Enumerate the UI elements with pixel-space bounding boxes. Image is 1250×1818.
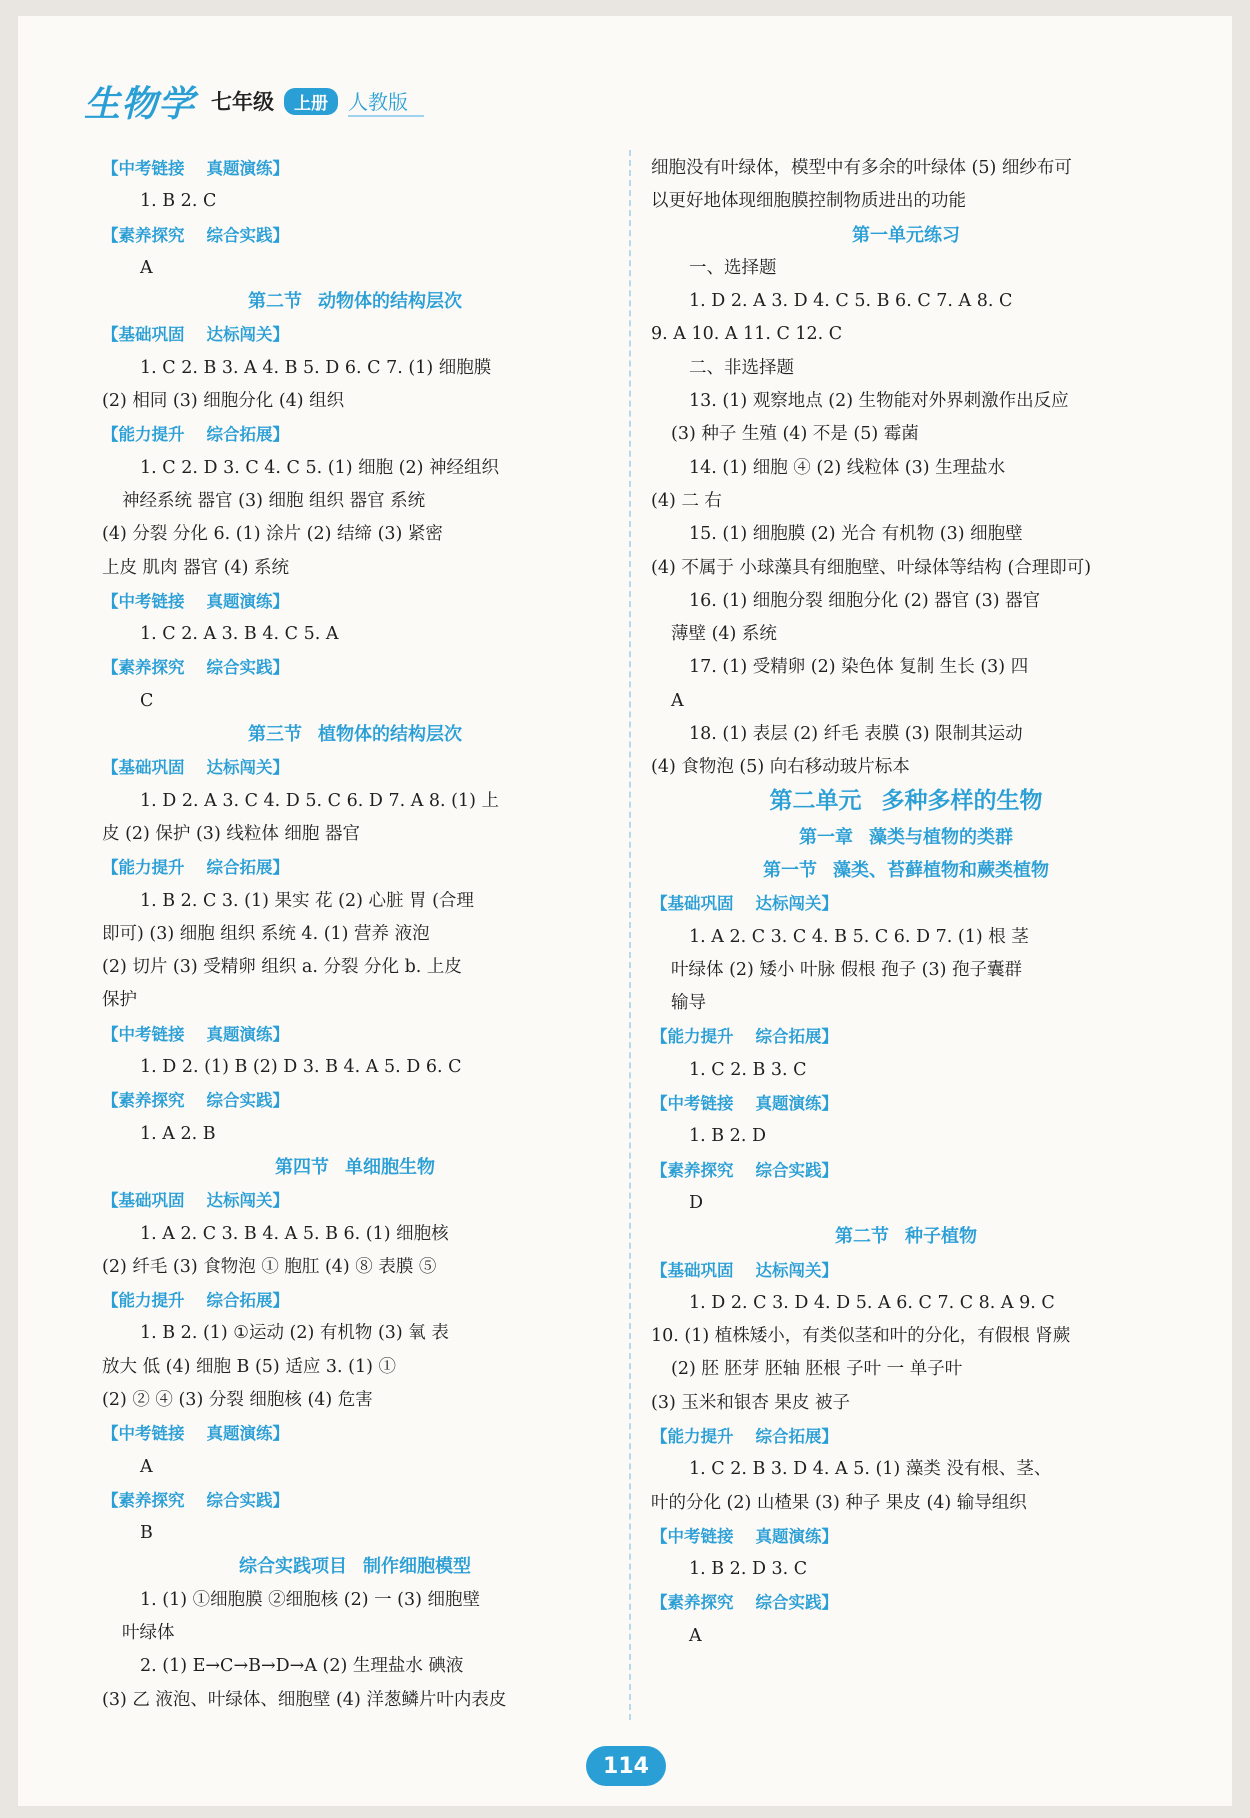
- page-number: 114: [586, 1746, 666, 1786]
- answer-line: (4) 不属于 小球藻具有细胞壁、叶绿体等结构 (合理即可): [651, 557, 1092, 578]
- answer-line: 1. B 2. D 3. C: [689, 1559, 808, 1580]
- page-header: [84, 76, 424, 126]
- left-column: [102, 152, 608, 1717]
- answer-line: (4) 食物泡 (5) 向右移动玻片标本: [651, 757, 910, 778]
- edition-label: 人教版: [348, 86, 424, 117]
- section-heading: 第一单元练习: [852, 224, 960, 246]
- answer-line: 16. (1) 细胞分裂 细胞分化 (2) 器官 (3) 器官: [689, 590, 1041, 611]
- answer-line: 输导: [671, 993, 706, 1014]
- answer-line: 薄壁 (4) 系统: [671, 624, 777, 645]
- answer-line: A: [140, 257, 153, 278]
- section-tag: 【素养探究 综合实践】: [651, 1160, 838, 1180]
- section-tag: 【能力提升 综合拓展】: [102, 1291, 289, 1311]
- answer-line: 15. (1) 细胞膜 (2) 光合 有机物 (3) 细胞壁: [689, 524, 1023, 545]
- section-heading: 第三节 植物体的结构层次: [248, 724, 462, 746]
- answer-line: 9. A 10. A 11. C 12. C: [651, 324, 843, 345]
- answer-line: 皮 (2) 保护 (3) 线粒体 细胞 器官: [102, 823, 360, 844]
- answer-line: 细胞没有叶绿体，模型中有多余的叶绿体 (5) 细纱布可: [651, 158, 1072, 178]
- section-tag: 【能力提升 综合拓展】: [651, 1027, 838, 1047]
- answer-line: A: [671, 690, 684, 711]
- answer-line: A: [689, 1625, 702, 1646]
- answer-line: 13. (1) 观察地点 (2) 生物能对外界刺激作出反应: [689, 391, 1069, 412]
- answer-line: 1. C 2. B 3. A 4. B 5. D 6. C 7. (1) 细胞膜: [140, 357, 492, 378]
- section-tag: 【中考链接 真题演练】: [102, 1424, 289, 1444]
- answer-line: 1. B 2. C: [140, 191, 217, 212]
- answer-line: 上皮 肌肉 器官 (4) 系统: [102, 557, 290, 578]
- section-tag: 【素养探究 综合实践】: [102, 1091, 289, 1111]
- answer-line: C: [140, 690, 154, 711]
- answer-line: A: [140, 1456, 153, 1477]
- answer-line: 叶绿体: [122, 1623, 175, 1644]
- answer-line: D: [689, 1192, 704, 1213]
- section-tag: 【素养探究 综合实践】: [651, 1593, 838, 1613]
- answer-line: 14. (1) 细胞 ④ (2) 线粒体 (3) 生理盐水: [689, 457, 1006, 478]
- answer-line: 1. C 2. A 3. B 4. C 5. A: [140, 624, 339, 645]
- answer-line: 即可) (3) 细胞 组织 系统 4. (1) 营养 液泡: [102, 923, 430, 944]
- section-heading: 第二节 动物体的结构层次: [248, 291, 462, 313]
- answer-line: 1. (1) ①细胞膜 ②细胞核 (2) 一 (3) 细胞壁: [140, 1589, 481, 1610]
- answer-line: 1. B 2. (1) ①运动 (2) 有机物 (3) 氧 表: [140, 1323, 449, 1344]
- answer-line: (2) 切片 (3) 受精卵 组织 a. 分裂 分化 b. 上皮: [102, 957, 462, 978]
- answer-line: 1. C 2. D 3. C 4. C 5. (1) 细胞 (2) 神经组织: [140, 457, 500, 478]
- answer-line: 1. A 2. B: [140, 1123, 216, 1144]
- section-tag: 【中考链接 真题演练】: [102, 159, 289, 178]
- section-tag: 【中考链接 真题演练】: [651, 1526, 838, 1546]
- answer-line: 一、选择题: [689, 257, 777, 278]
- answer-line: 1. D 2. A 3. C 4. D 5. C 6. D 7. A 8. (1) 上: [140, 790, 500, 811]
- section-tag: 【素养探究 综合实践】: [102, 658, 289, 678]
- section-tag: 【基础巩固 达标闯关】: [102, 325, 289, 345]
- answer-line: (4) 分裂 分化 6. (1) 涂片 (2) 结缔 (3) 紧密: [102, 524, 443, 545]
- answer-line: 放大 低 (4) 细胞 B (5) 适应 3. (1) ①: [102, 1356, 396, 1377]
- section-tag: 【基础巩固 达标闯关】: [651, 894, 838, 914]
- column-divider: [629, 150, 631, 1720]
- answer-line: B: [140, 1523, 153, 1544]
- answer-line: 以更好地体现细胞膜控制物质进出的功能: [651, 191, 966, 212]
- volume-badge: 上册: [284, 88, 338, 115]
- answer-line: 叶的分化 (2) 山楂果 (3) 种子 果皮 (4) 输导组织: [651, 1492, 1027, 1513]
- answer-line: 18. (1) 表层 (2) 纤毛 表膜 (3) 限制其运动: [689, 724, 1023, 745]
- answer-line: 1. D 2. C 3. D 4. D 5. A 6. C 7. C 8. A 9. C: [689, 1292, 1055, 1313]
- answer-line: 1. C 2. B 3. C: [689, 1059, 807, 1080]
- section-tag: 【基础巩固 达标闯关】: [102, 758, 289, 778]
- answer-line: 二、非选择题: [689, 357, 794, 378]
- grade-label: 七年级: [211, 90, 275, 114]
- section-tag: 【能力提升 综合拓展】: [651, 1426, 838, 1446]
- right-column: [651, 152, 1161, 1653]
- answer-page: [18, 16, 1232, 1806]
- section-tag: 【中考链接 真题演练】: [102, 591, 289, 611]
- answer-line: 17. (1) 受精卵 (2) 染色体 复制 生长 (3) 四: [689, 657, 1029, 678]
- section-tag: 【基础巩固 达标闯关】: [651, 1260, 838, 1280]
- answer-line: 1. A 2. C 3. C 4. B 5. C 6. D 7. (1) 根 茎: [689, 926, 1029, 947]
- section-tag: 【素养探究 综合实践】: [102, 1490, 289, 1510]
- answer-line: (3) 乙 液泡、叶绿体、细胞壁 (4) 洋葱鳞片叶内表皮: [102, 1689, 507, 1710]
- brand-title: 生物学: [84, 83, 196, 125]
- answer-line: 神经系统 器官 (3) 细胞 组织 器官 系统: [122, 490, 426, 511]
- answer-line: 1. B 2. D: [689, 1126, 766, 1147]
- section-tag: 【能力提升 综合拓展】: [102, 425, 289, 445]
- answer-line: (2) 胚 胚芽 胚轴 胚根 子叶 一 单子叶: [671, 1359, 963, 1380]
- answer-line: (2) 相同 (3) 细胞分化 (4) 组织: [102, 391, 345, 412]
- section-heading: 第四节 单细胞生物: [275, 1156, 435, 1178]
- answer-line: 10. (1) 植株矮小，有类似茎和叶的分化，有假根 肾蕨: [651, 1326, 1071, 1347]
- answer-line: (2) 纤毛 (3) 食物泡 ① 胞肛 (4) ⑧ 表膜 ⑤: [102, 1256, 437, 1277]
- answer-line: (3) 玉米和银杏 果皮 被子: [651, 1392, 850, 1413]
- answer-line: 2. (1) E→C→B→D→A (2) 生理盐水 碘液: [140, 1656, 464, 1677]
- answer-line: (4) 二 右: [651, 490, 722, 511]
- answer-line: 叶绿体 (2) 矮小 叶脉 假根 孢子 (3) 孢子囊群: [671, 959, 1023, 980]
- section-tag: 【中考链接 真题演练】: [651, 1094, 838, 1114]
- answer-line: 1. B 2. C 3. (1) 果实 花 (2) 心脏 胃 (合理: [140, 890, 474, 911]
- chapter-heading: 第一章 藻类与植物的类群: [799, 826, 1013, 848]
- answer-line: 1. C 2. B 3. D 4. A 5. (1) 藻类 没有根、茎、: [689, 1459, 1052, 1480]
- section-tag: 【素养探究 综合实践】: [102, 225, 289, 245]
- section-heading: 第二节 种子植物: [835, 1226, 977, 1248]
- answer-line: (2) ② ④ (3) 分裂 细胞核 (4) 危害: [102, 1389, 373, 1410]
- unit-heading: 第二单元 多种多样的生物: [769, 787, 1043, 814]
- section-tag: 【中考链接 真题演练】: [102, 1024, 289, 1044]
- answer-line: 保护: [102, 990, 137, 1011]
- section-heading: 综合实践项目 制作细胞模型: [239, 1556, 471, 1578]
- answer-line: (3) 种子 生殖 (4) 不是 (5) 霉菌: [671, 424, 919, 445]
- answer-line: 1. A 2. C 3. B 4. A 5. B 6. (1) 细胞核: [140, 1223, 449, 1244]
- answer-line: 1. D 2. (1) B (2) D 3. B 4. A 5. D 6. C: [140, 1057, 462, 1078]
- answer-line: 1. D 2. A 3. D 4. C 5. B 6. C 7. A 8. C: [689, 291, 1013, 312]
- section-heading: 第一节 藻类、苔藓植物和蕨类植物: [763, 859, 1049, 881]
- section-tag: 【能力提升 综合拓展】: [102, 858, 289, 878]
- section-tag: 【基础巩固 达标闯关】: [102, 1191, 289, 1211]
